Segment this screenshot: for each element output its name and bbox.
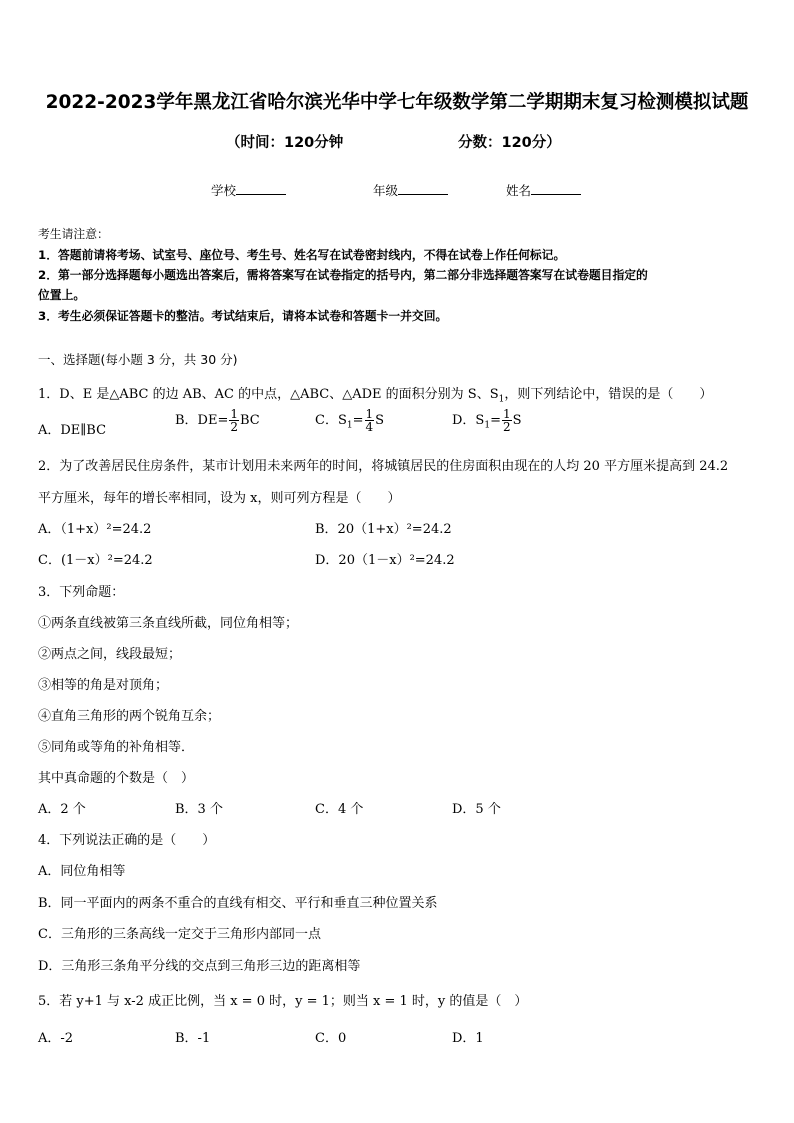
name-blank: [531, 182, 581, 195]
notice-item-1: 1．答题前请将考场、试室号、座位号、考生号、姓名写在试卷密封线内，不得在试卷上作任何标记。: [38, 248, 566, 262]
q3-stem: 3．下列命题：: [38, 585, 125, 600]
q4-option-b: B．同一平面内的两条不重合的直线有相交、平行和垂直三种位置关系: [38, 896, 438, 911]
q5-option-d: D．1: [452, 1031, 484, 1046]
fraction: $\frac{1}{4}$: [365, 407, 374, 434]
q4-option-d: D．三角形三条角平分线的交点到三角形三边的距离相等: [38, 959, 361, 974]
fraction: $\frac{1}{2}$: [502, 407, 511, 434]
exam-time: （时间：120分钟: [226, 135, 344, 151]
q4-stem: 4．下列说法正确的是（ ）: [38, 833, 216, 848]
notice-item-3: 3．考生必须保证答题卡的整洁。考试结束后，请将本试卷和答题卡一并交回。: [38, 309, 448, 323]
q3-question: 其中真命题的个数是（ ）: [38, 771, 195, 786]
q3-proposition-3: ③相等的角是对顶角；: [38, 678, 169, 693]
q2-stem-line1: 2．为了改善居民住房条件，某市计划用未来两年的时间，将城镇居民的住房面积由现在的人均 20 平方厘米提高到 24.2: [38, 459, 729, 474]
school-blank: [236, 182, 286, 195]
q5-option-b: B．-1: [175, 1031, 211, 1046]
q1-option-c: C．$S_1=$ $\frac{1}{4}$ S: [315, 407, 385, 434]
q3-proposition-4: ④直角三角形的两个锐角互余；: [38, 709, 221, 724]
fraction: $\frac{1}{2}$: [230, 407, 238, 434]
grade-label: 年级: [373, 183, 399, 198]
q2-option-c: C．(1－x）²=24.2: [38, 553, 153, 568]
q3-proposition-5: ⑤同角或等角的补角相等．: [38, 740, 195, 755]
q2-option-d: D．20（1－x）²=24.2: [315, 553, 455, 568]
section-heading: 一、选择题(每小题 3 分，共 30 分): [38, 352, 238, 367]
q3-option-b: B．3 个: [175, 802, 223, 817]
q3-proposition-2: ②两点之间，线段最短；: [38, 647, 182, 662]
q5-option-a: A．-2: [38, 1031, 74, 1046]
q2-option-b: B．20（1+x）²=24.2: [315, 522, 452, 537]
q3-proposition-1: ①两条直线被第三条直线所截，同位角相等；: [38, 616, 299, 631]
name-field: [506, 181, 581, 199]
notice-heading: 考生请注意：: [38, 227, 109, 241]
q4-option-a: A．同位角相等: [38, 864, 126, 879]
q5-option-c: C．0: [315, 1031, 347, 1046]
notice-item-2b: 位置上。: [38, 288, 86, 302]
q1-option-b: B．DE= $\frac{1}{2}$ BC: [175, 407, 260, 434]
school-field: [211, 181, 286, 199]
grade-field: [373, 181, 448, 199]
q3-option-c: C．4 个: [315, 802, 364, 817]
q3-option-d: D．5 个: [452, 802, 501, 817]
q1-stem: 1．D、E 是△ABC 的边 AB、AC 的中点，△ABC、△ADE 的面积分别为 S、$S_1$，则下列结论中，错误的是（ ）: [38, 387, 713, 405]
notice-item-2a: 2．第一部分选择题每小题选出答案后，需将答案写在试卷指定的括号内，第二部分非选择题答案写在试卷题目指定的: [38, 268, 648, 282]
exam-title: 2022-2023学年黑龙江省哈尔滨光华中学七年级数学第二学期期末复习检测模拟试题: [45, 92, 749, 113]
exam-score: 分数：120分）: [458, 135, 561, 151]
q2-stem-line2: 平方厘米，每年的增长率相同，设为 x，则可列方程是（ ）: [38, 491, 401, 506]
q3-option-a: A．2 个: [38, 802, 86, 817]
school-label: 学校: [211, 183, 237, 198]
q2-option-a: A．（1+x）²=24.2: [38, 522, 152, 537]
q1-option-d: D．$S_1=$ $\frac{1}{2}$ S: [452, 407, 522, 434]
q1-option-a: A．DE∥BC: [38, 423, 107, 438]
q5-stem: 5．若 y+1 与 x-2 成正比例，当 x = 0 时，y = 1；则当 x = 1 时，y 的值是（ ）: [38, 994, 528, 1009]
name-label: 姓名: [506, 183, 532, 198]
grade-blank: [398, 182, 448, 195]
q4-option-c: C．三角形的三条高线一定交于三角形内部同一点: [38, 927, 321, 942]
